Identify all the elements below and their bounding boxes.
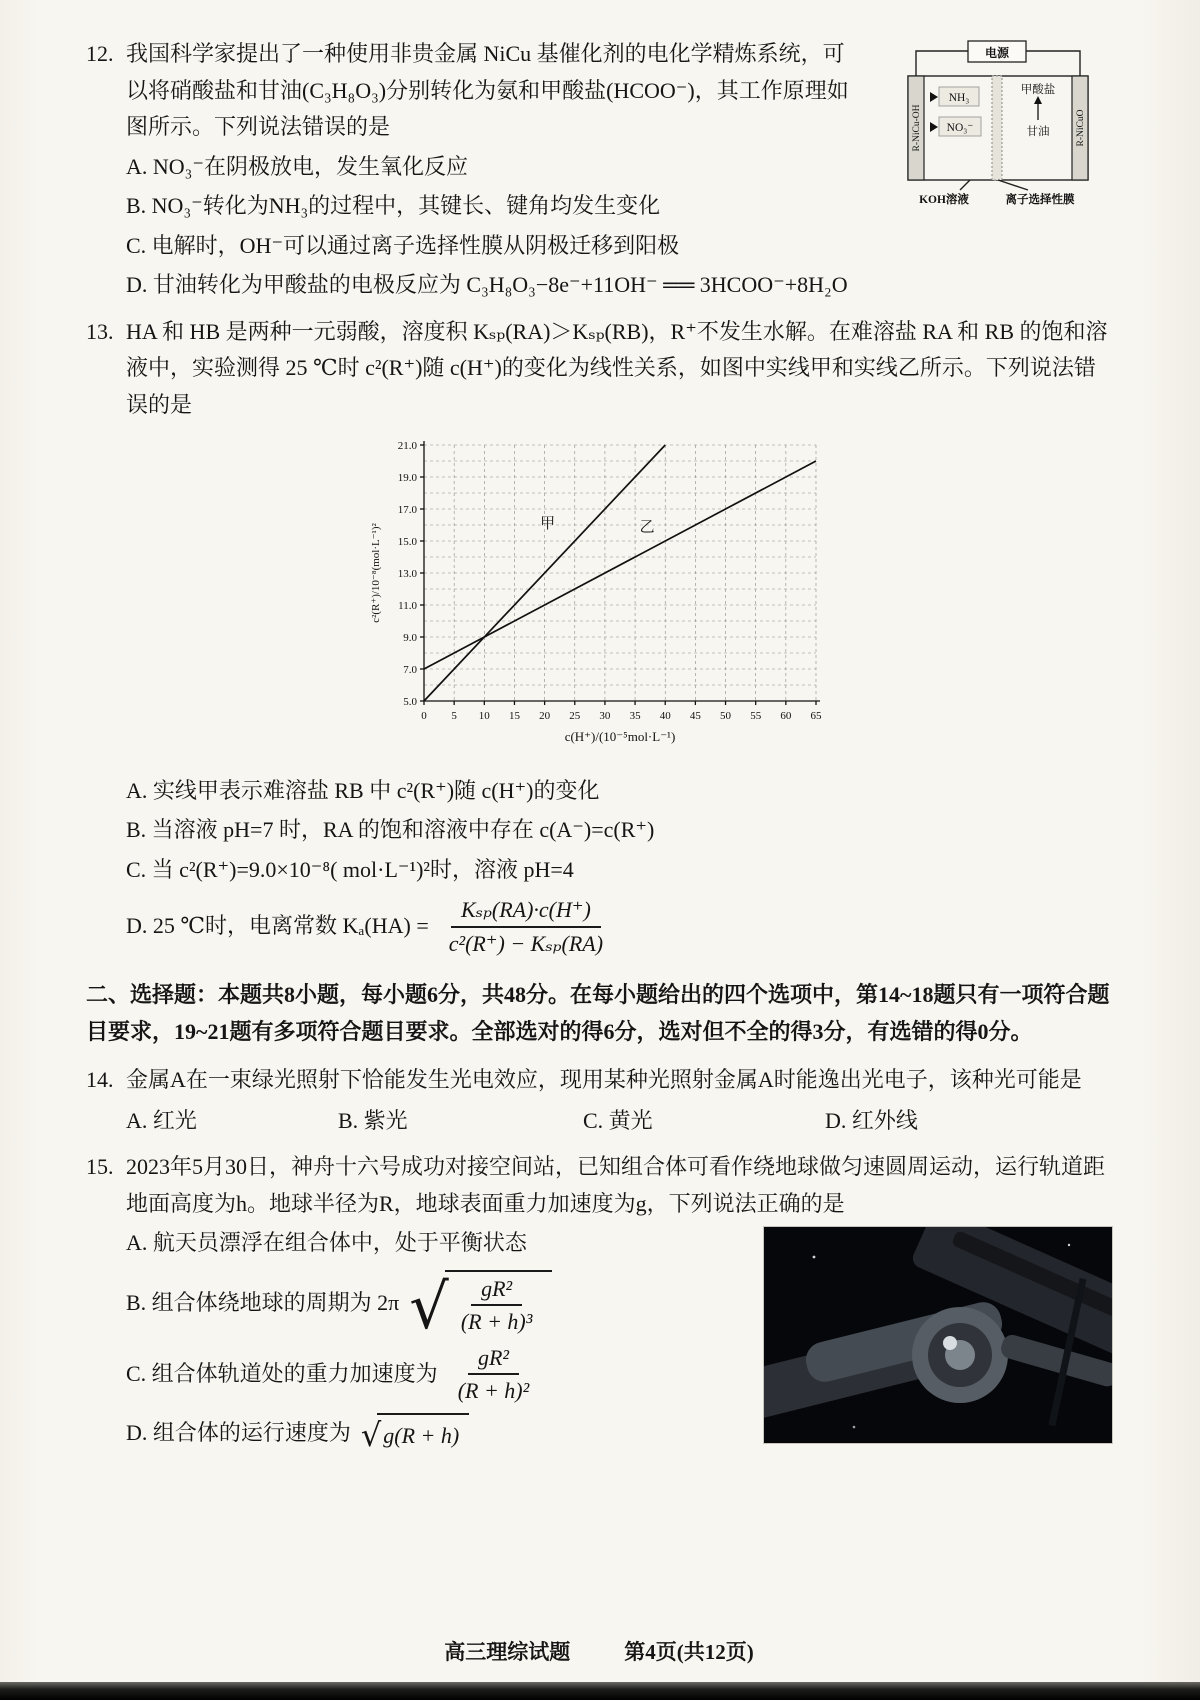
svg-text:60: 60 — [780, 710, 792, 723]
wire-right — [1026, 51, 1080, 76]
arrow-to-no3 — [930, 122, 938, 132]
power-supply-label: 电源 — [984, 46, 1010, 60]
fraction-numerator: gR² — [471, 1275, 522, 1307]
koh-leader-line — [960, 180, 970, 190]
q15-option-c — [126, 1344, 746, 1405]
wire-left — [916, 51, 968, 76]
sqrt-sign: √ — [409, 1269, 449, 1343]
svg-text:21.0: 21.0 — [397, 440, 417, 453]
fraction-numerator: gR² — [468, 1344, 519, 1376]
svg-text:5.0: 5.0 — [403, 696, 417, 709]
sqrt-sign: √ — [360, 1415, 382, 1454]
svg-text:20: 20 — [539, 710, 551, 723]
svg-text:0: 0 — [421, 710, 427, 723]
question-12 — [86, 36, 1112, 304]
q14-option-d: D. 红外线 — [825, 1107, 918, 1133]
svg-text:5: 5 — [451, 710, 457, 723]
q14-option-c: C. 黄光 — [583, 1107, 653, 1133]
q13-option-d-prefix: D. 25 ℃时，电离常数 Kₐ(HA) = — [126, 913, 429, 939]
svg-text:65: 65 — [810, 710, 822, 723]
q15-option-c-prefix: C. 组合体轨道处的重力加速度为 — [126, 1361, 438, 1387]
q13-option-a: A. 实线甲表示难溶盐 RB 中 c²(R⁺)随 c(H⁺)的变化 — [126, 777, 600, 803]
svg-text:乙: 乙 — [639, 519, 655, 536]
svg-text:45: 45 — [689, 710, 701, 723]
q14-number: 14. — [86, 1067, 114, 1093]
svg-text:甲: 甲 — [540, 516, 556, 533]
svg-text:25: 25 — [569, 710, 581, 723]
space-station-photo-svg — [764, 1227, 1112, 1443]
koh-caption: KOH溶液 — [919, 194, 969, 206]
q14-stem: 金属A在一束绿光照射下恰能发生光电效应，现用某种光照射金属A时能逸出光电子，该种光可能是 — [126, 1067, 1082, 1093]
q13-option-c: C. 当 c²(R⁺)=9.0×10⁻⁸( mol·L⁻¹)²时，溶液 pH=4 — [126, 856, 574, 882]
q15-option-b-sqrt — [409, 1269, 552, 1343]
svg-text:55: 55 — [750, 710, 762, 723]
q14-option-b: B. 紫光 — [338, 1107, 408, 1133]
q15-option-a: A. 航天员漂浮在组合体中，处于平衡状态 — [126, 1230, 527, 1256]
q13-stem: HA 和 HB 是两种一元弱酸，溶度积 Kₛₚ(RA)＞Kₛₚ(RB)，R⁺不发生水解。在难溶盐 RA 和 RB 的饱和溶液中，实验测得 25 ℃时 c²(R⁺)随 c(H⁺)的变化为线性关系，如图中实线甲和实线乙所示。下列说法错误的是 — [126, 318, 1108, 417]
fraction-numerator: Kₛₚ(RA)·c(H⁺) — [451, 896, 601, 928]
q15-option-d-prefix: D. 组合体的运行速度为 — [126, 1420, 351, 1446]
q15-option-d — [126, 1413, 746, 1455]
ion-selective-membrane — [992, 76, 1002, 180]
svg-text:c²(R⁺)/10⁻⁸(mol·L⁻¹)²: c²(R⁺)/10⁻⁸(mol·L⁻¹)² — [370, 523, 382, 623]
no3-label: NO₃⁻ — [946, 122, 974, 134]
q15-number: 15. — [86, 1154, 114, 1180]
glycerol-to-formate-arrowhead — [1034, 96, 1042, 104]
svg-text:35: 35 — [629, 710, 641, 723]
svg-text:19.0: 19.0 — [397, 472, 417, 485]
q13-option-b: B. 当溶液 pH=7 时，RA 的饱和溶液中存在 c(A⁻)=c(R⁺) — [126, 817, 655, 843]
q15-option-c-fraction — [448, 1344, 540, 1405]
question-15 — [86, 1149, 1112, 1458]
svg-text:c(H⁺)/(10⁻⁵mol·L⁻¹): c(H⁺)/(10⁻⁵mol·L⁻¹) — [564, 729, 676, 745]
left-electrode-label: R-NiCu-OH — [912, 104, 922, 152]
svg-text:15: 15 — [508, 710, 520, 723]
q13-chart-svg — [364, 429, 834, 751]
svg-text:9.0: 9.0 — [403, 632, 417, 645]
q15-stem: 2023年5月30日，神舟十六号成功对接空间站，已知组合体可看作绕地球做匀速圆周运动，运行轨道距地面高度为h。地球半径为R，地球表面重力加速度为g，下列说法正确的是 — [126, 1154, 1106, 1216]
q12-number: 12. — [86, 41, 114, 66]
section-2-instructions: 二、选择题：本题共8小题，每小题6分，共48分。在每小题给出的四个选项中，第14~18题只有一项符合题目要求，19~21题有多项符合题目要求。全部选对的得6分，选对但不全的得3分，有选错的得0分。 — [86, 982, 1110, 1044]
q12-option-d: D. 甘油转化为甲酸盐的电极反应为 C₃H₈O₃−8e⁻+11OH⁻ ══ 3HCOO⁻+8H₂O — [126, 272, 848, 298]
svg-text:17.0: 17.0 — [397, 504, 417, 517]
q14-option-a: A. 红光 — [126, 1107, 197, 1133]
question-14 — [86, 1062, 1112, 1139]
svg-text:13.0: 13.0 — [397, 568, 417, 581]
q15-option-b-prefix: B. 组合体绕地球的周期为 2π — [126, 1289, 400, 1315]
q13-option-d — [126, 896, 1112, 957]
membrane-caption: 离子选择性膜 — [1005, 194, 1075, 206]
q12-option-c: C. 电解时，OH⁻可以通过离子选择性膜从阴极迁移到阳极 — [126, 232, 680, 258]
right-electrode-label: R-NiCuO — [1076, 109, 1086, 147]
q12-option-b: B. NO₃⁻转化为NH₃的过程中，其键长、键角均发生变化 — [126, 193, 661, 219]
formate-label: 甲酸盐 — [1020, 84, 1056, 96]
q12-diagram-svg — [880, 38, 1112, 208]
nh3-label: NH₃ — [948, 92, 970, 104]
question-13 — [86, 314, 1112, 962]
q12-option-a: A. NO₃⁻在阴极放电，发生氧化反应 — [126, 153, 468, 179]
q12-electrolysis-diagram — [880, 38, 1112, 208]
q15-option-b — [126, 1269, 746, 1343]
svg-text:10: 10 — [478, 710, 490, 723]
svg-text:11.0: 11.0 — [398, 600, 417, 613]
svg-text:30: 30 — [599, 710, 611, 723]
q15-option-b-fraction — [451, 1275, 543, 1336]
q13-chart — [364, 429, 1112, 763]
q14-options — [126, 1103, 1112, 1140]
glycerol-label: 甘油 — [1026, 126, 1050, 138]
q12-stem: 我国科学家提出了一种使用非贵金属 NiCu 基催化剂的电化学精炼系统，可以将硝酸盐和甘油(C₃H₈O₃)分别转化为氨和甲酸盐(HCOO⁻)，其工作原理如图所示。下列说法错误的是 — [126, 41, 849, 140]
scan-edge-artifact — [0, 1682, 1200, 1700]
q13-option-d-fraction — [439, 896, 613, 957]
sqrt-radicand: g(R + h) — [377, 1413, 469, 1455]
arrow-to-nh3 — [930, 92, 938, 102]
svg-text:50: 50 — [720, 710, 732, 723]
q15-option-d-sqrt — [361, 1413, 469, 1455]
svg-text:40: 40 — [659, 710, 671, 723]
fraction-denominator: (R + h)² — [457, 1378, 530, 1404]
q15-options — [126, 1225, 1112, 1458]
space-station-photo — [764, 1227, 1112, 1443]
footer-page-number: 第4页(共12页) — [624, 1640, 754, 1664]
sqrt-radicand — [445, 1270, 553, 1336]
svg-text:15.0: 15.0 — [397, 536, 417, 549]
svg-text:7.0: 7.0 — [403, 664, 417, 677]
q13-number: 13. — [86, 318, 114, 344]
membrane-leader-line — [998, 180, 1028, 190]
fraction-denominator: c²(R⁺) − Kₛₚ(RA) — [448, 930, 604, 956]
footer-title: 高三理综试题 — [444, 1640, 571, 1664]
fraction-denominator: (R + h)³ — [460, 1309, 533, 1335]
